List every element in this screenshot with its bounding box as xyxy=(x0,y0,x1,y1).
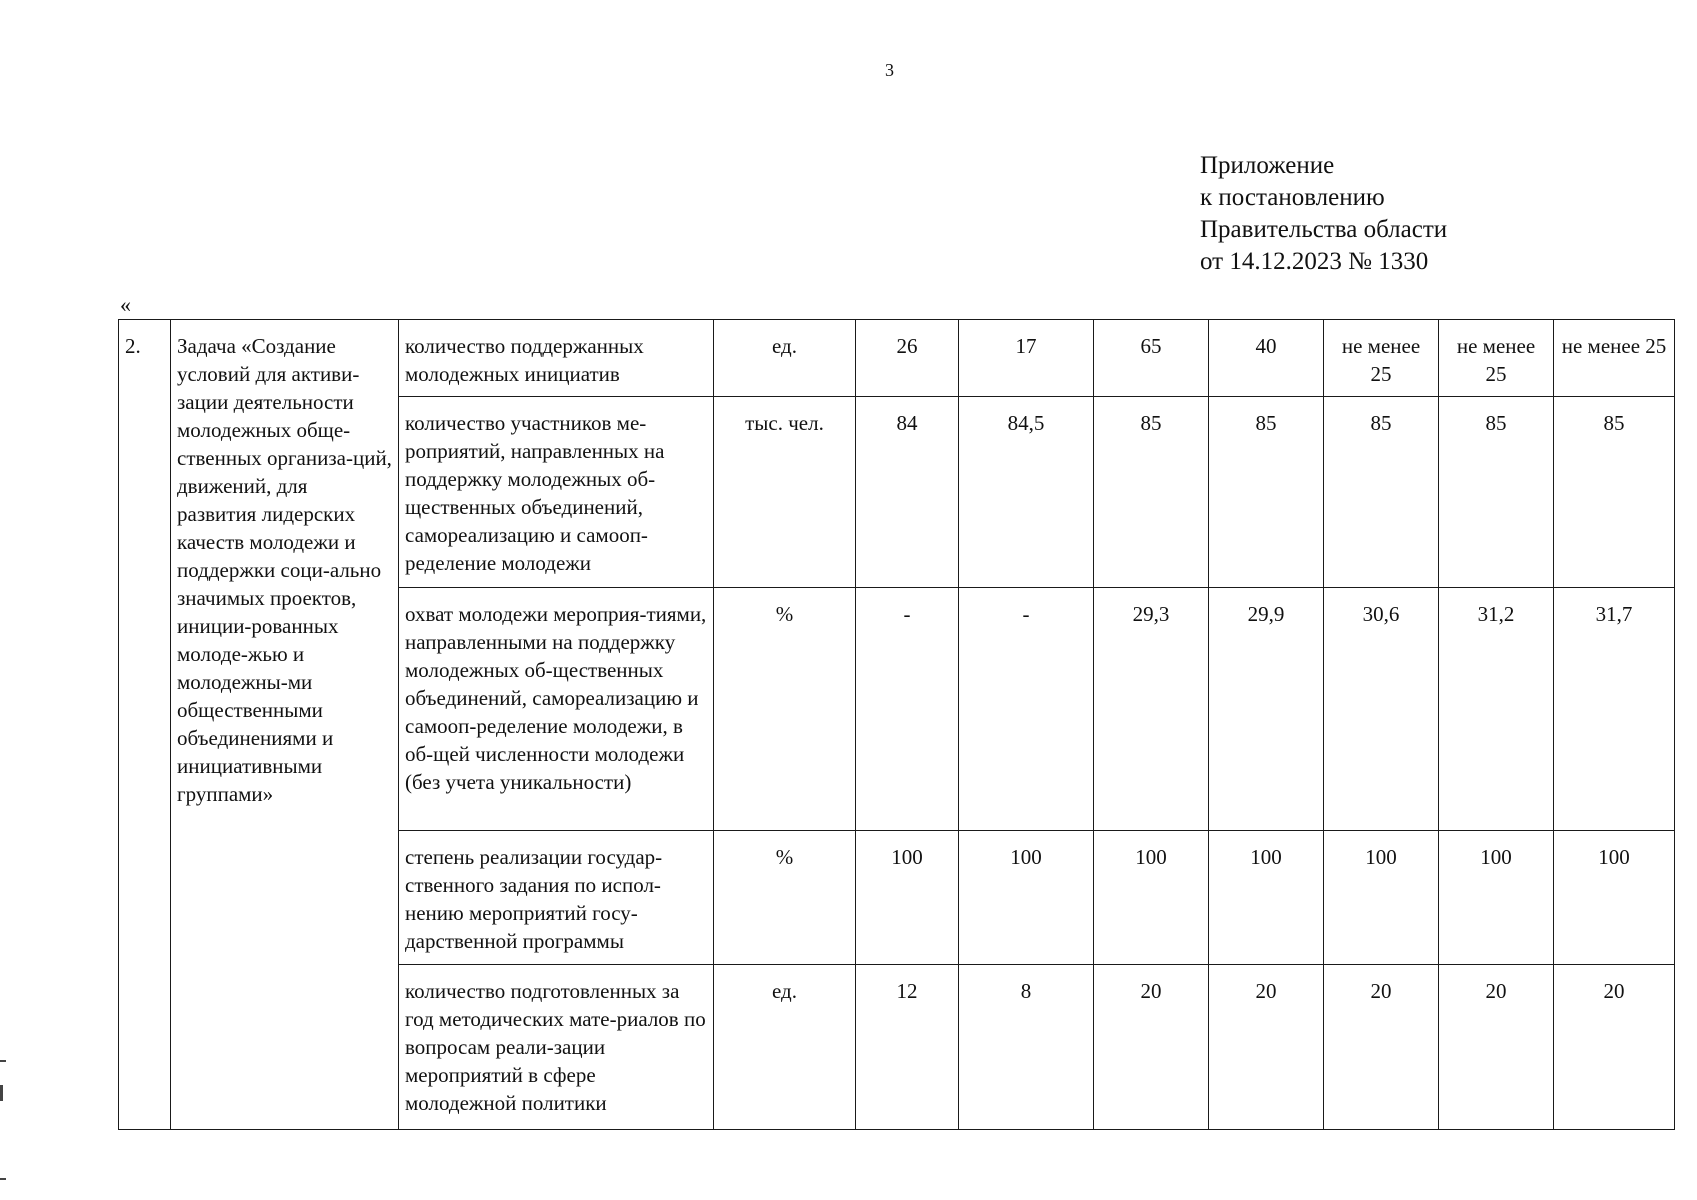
value-cell: 31,7 xyxy=(1554,588,1675,831)
appendix-line-2: к постановлению xyxy=(1200,184,1385,211)
indicator-name: степень реализации государ-ственного задания по испол-нению мероприятий госу-дарственной программы xyxy=(399,831,714,965)
value-cell: 85 xyxy=(1094,397,1209,588)
value-cell: 100 xyxy=(856,831,959,965)
scan-artifact xyxy=(0,1085,3,1101)
scan-artifact xyxy=(0,1060,6,1062)
value-cell: 100 xyxy=(1209,831,1324,965)
value-cell: 29,9 xyxy=(1209,588,1324,831)
value-cell: 100 xyxy=(1094,831,1209,965)
value-cell: 20 xyxy=(1094,965,1209,1130)
task-description: Задача «Создание условий для активи-зации деятельности молодежных обще-ственных организа-ций, движений, для развития лидерских качеств молодежи и поддержки соци-ально значимых проектов, иниции-рованных молоде-жью и молодежны-ми общественными объединениями и инициативными группами» xyxy=(171,320,399,1130)
value-cell: 20 xyxy=(1439,965,1554,1130)
value-cell: 100 xyxy=(1439,831,1554,965)
indicators-table xyxy=(118,319,1675,1130)
appendix-line-4: от 14.12.2023 № 1330 xyxy=(1200,248,1429,275)
value-cell: 100 xyxy=(959,831,1094,965)
value-cell: - xyxy=(959,588,1094,831)
appendix-line-1: Приложение xyxy=(1200,152,1335,179)
appendix-line-3: Правительства области xyxy=(1200,216,1448,243)
value-cell: - xyxy=(856,588,959,831)
value-cell: 85 xyxy=(1324,397,1439,588)
value-cell: 31,2 xyxy=(1439,588,1554,831)
value-cell: 12 xyxy=(856,965,959,1130)
indicator-name: количество поддержанных молодежных инициатив xyxy=(399,320,714,397)
value-cell: 85 xyxy=(1554,397,1675,588)
value-cell: 100 xyxy=(1554,831,1675,965)
value-cell: 85 xyxy=(1439,397,1554,588)
unit-cell: тыс. чел. xyxy=(714,397,856,588)
value-cell: 30,6 xyxy=(1324,588,1439,831)
unit-cell: % xyxy=(714,588,856,831)
value-cell: 20 xyxy=(1209,965,1324,1130)
value-cell: 20 xyxy=(1324,965,1439,1130)
opening-quote-mark: « xyxy=(120,292,131,317)
table-row xyxy=(119,320,1675,397)
unit-cell: % xyxy=(714,831,856,965)
value-cell: 84,5 xyxy=(959,397,1094,588)
value-cell: 65 xyxy=(1094,320,1209,397)
value-cell: 40 xyxy=(1209,320,1324,397)
page-number: 3 xyxy=(885,60,894,80)
value-cell: не менее 25 xyxy=(1324,320,1439,397)
appendix-block xyxy=(1200,150,1447,278)
indicator-name: охват молодежи мероприя-тиями, направленными на поддержку молодежных об-щественных объединений, самореализацию и самооп-ределение молодежи, в об-щей численности молодежи (без учета уникальности) xyxy=(399,588,714,831)
value-cell: 29,3 xyxy=(1094,588,1209,831)
value-cell: 20 xyxy=(1554,965,1675,1130)
scan-artifact xyxy=(0,1178,6,1180)
value-cell: 84 xyxy=(856,397,959,588)
value-cell: 100 xyxy=(1324,831,1439,965)
value-cell: 26 xyxy=(856,320,959,397)
value-cell: 85 xyxy=(1209,397,1324,588)
unit-cell: ед. xyxy=(714,965,856,1130)
indicator-name: количество участников ме-роприятий, направленных на поддержку молодежных об-щественных объединений, самореализацию и самооп-ределение молодежи xyxy=(399,397,714,588)
value-cell: не менее 25 xyxy=(1439,320,1554,397)
value-cell: не менее 25 xyxy=(1554,320,1675,397)
value-cell: 8 xyxy=(959,965,1094,1130)
unit-cell: ед. xyxy=(714,320,856,397)
indicator-name: количество подготовленных за год методических мате-риалов по вопросам реали-зации мероприятий в сфере молодежной политики xyxy=(399,965,714,1130)
row-number: 2. xyxy=(119,320,171,1130)
value-cell: 17 xyxy=(959,320,1094,397)
